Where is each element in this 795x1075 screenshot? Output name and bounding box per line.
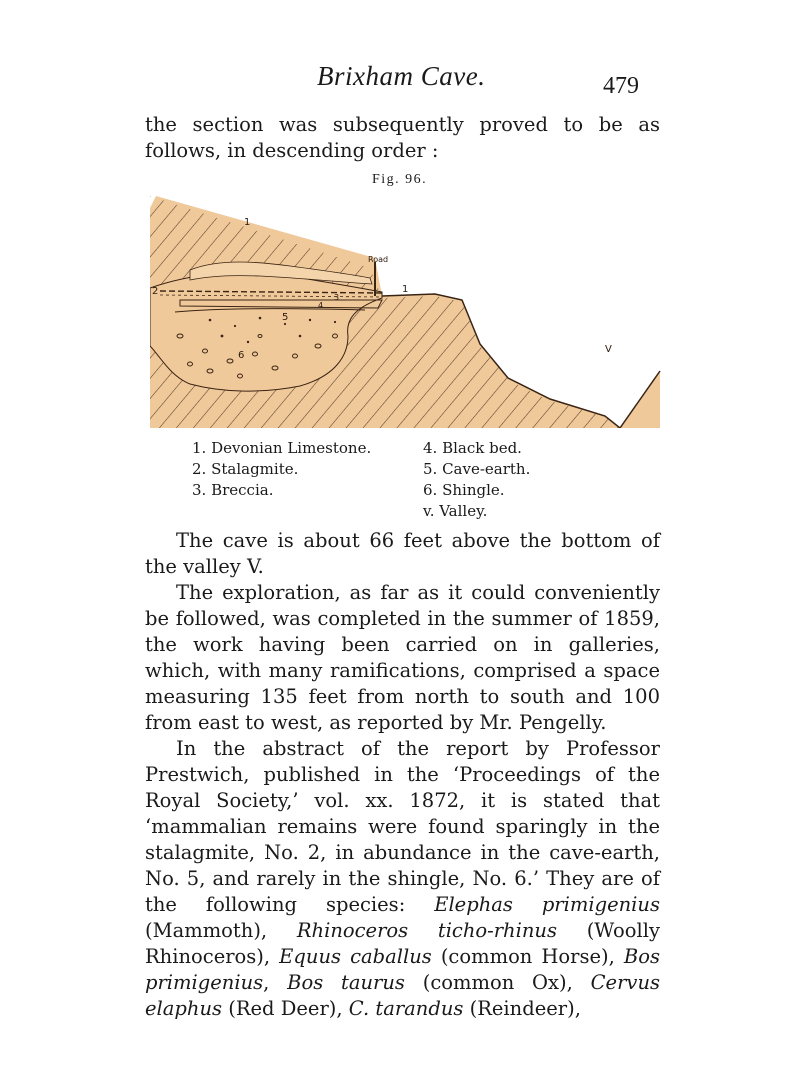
species-name: Rhinoceros ticho-rhinus	[296, 919, 557, 942]
page-number: 479	[603, 73, 639, 99]
label-entrance-1: 1	[402, 284, 409, 295]
cave-section-drawing	[150, 196, 665, 428]
paragraph-species	[145, 736, 660, 1022]
species-name: Bos primigenius	[145, 945, 660, 994]
legend-column-right	[423, 438, 530, 522]
intro-paragraph: the section was subsequently proved to be as follows, in descending order :	[145, 113, 660, 162]
legend-column-left	[192, 438, 371, 501]
paragraph-cave-height: The cave is about 66 feet above the bottom of the valley V.	[145, 529, 660, 578]
legend-item: 5. Cave-earth.	[423, 460, 531, 478]
legend-item: 6. Shingle.	[423, 481, 505, 499]
species-name: C. tarandus	[348, 997, 464, 1020]
label-layer-6: 6	[238, 350, 245, 361]
text-run: ,	[263, 971, 288, 994]
label-layer-2: 2	[152, 286, 159, 297]
figure-caption: Fig. 96.	[372, 172, 428, 187]
paragraph-exploration: The exploration, as far as it could conveniently be followed, was completed in the summer of 1859, the work having been carried on in galleries, which, with many ramifications, comprised a space measuring 135 feet from north to south and 100 from east to west, as reported by Mr. Pengelly.	[145, 581, 660, 734]
species-name: Bos taurus	[287, 971, 405, 994]
label-layer-5: 5	[282, 312, 289, 323]
text-run: (common Ox),	[404, 971, 591, 994]
species-name: Equus caballus	[279, 945, 432, 968]
label-layer-1: 1	[244, 217, 251, 228]
label-valley: V	[605, 344, 612, 355]
text-run: In the abstract of the report by Professor Prestwich, published in the ‘Proceedings of the Royal Society,’ vol. xx. 1872, it is stated that ‘mammalian remains were found sparingly in the stalagmite, No. 2, in abundance in the cave-earth, No. 5, and rarely in the shingle, No. 6.’ They are of the following species:	[145, 737, 660, 916]
label-layer-3: 3	[334, 293, 340, 302]
legend-item: v. Valley.	[423, 502, 488, 520]
body-text	[145, 528, 660, 1022]
text-run: (Red Deer),	[222, 997, 349, 1020]
legend-item: 3. Breccia.	[192, 481, 274, 499]
label-road: Road	[368, 255, 389, 264]
text-run: (Reindeer),	[463, 997, 581, 1020]
legend-item: 2. Stalagmite.	[192, 460, 299, 478]
label-layer-4: 4	[318, 301, 324, 310]
cave-section-figure	[150, 196, 665, 428]
species-name: Cervus elaphus	[145, 971, 661, 1020]
text-run: (Woolly Rhinoceros),	[145, 919, 660, 968]
species-name: Elephas primigenius	[434, 893, 660, 916]
text-run: (Mammoth),	[145, 919, 297, 942]
text-run: (common Horse),	[431, 945, 624, 968]
legend-item: 4. Black bed.	[423, 439, 522, 457]
running-title: Brixham Cave.	[317, 61, 486, 91]
legend-item: 1. Devonian Limestone.	[192, 439, 372, 457]
